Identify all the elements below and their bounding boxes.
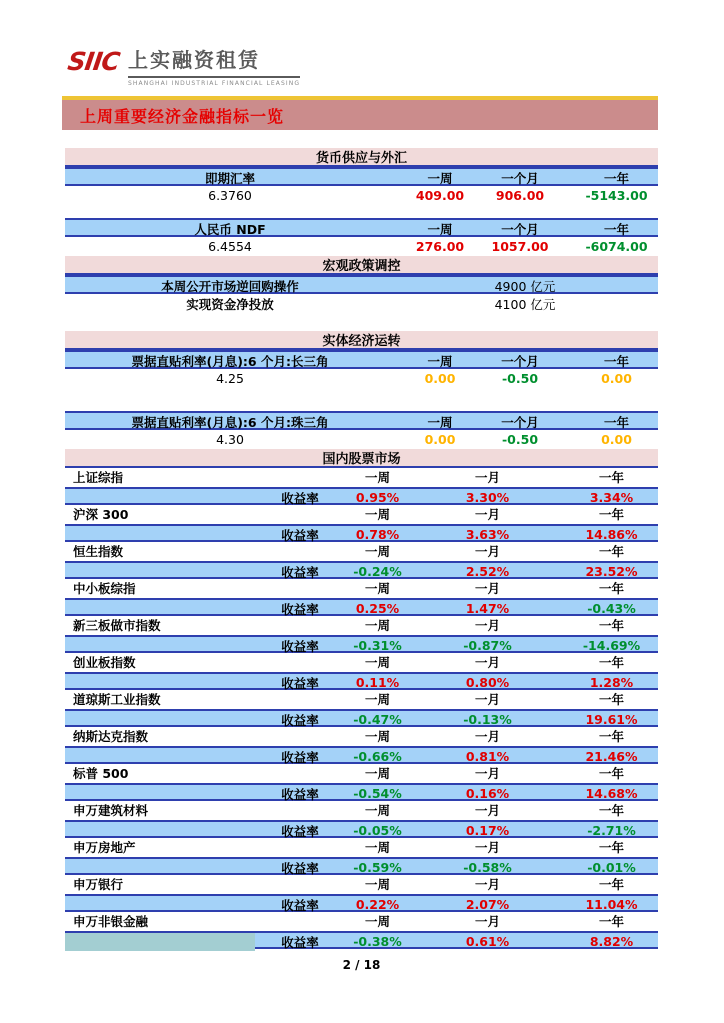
index-name-row (65, 764, 658, 783)
column-header: 一周 (364, 655, 390, 671)
column-header: 一月 (474, 729, 500, 745)
yield-value: -0.05% (353, 823, 402, 838)
empty-cell (255, 912, 345, 931)
column-header: 一年 (598, 914, 624, 930)
change-value: 276.00 (415, 239, 465, 254)
page-title: 上周重要经济金融指标一览 (80, 106, 285, 126)
indicator-value-row (65, 237, 658, 256)
change-value: 0.00 (424, 432, 456, 447)
yield-row (65, 598, 658, 617)
yield-value: 23.52% (585, 564, 638, 579)
yield-value: 21.46% (585, 749, 638, 764)
yield-row (65, 820, 658, 839)
index-name-row (65, 875, 658, 894)
yield-label: 收益率 (281, 860, 319, 876)
section-header: 国内股票市场 (65, 449, 658, 468)
column-header: 一月 (474, 840, 500, 856)
index-name-row (65, 838, 658, 857)
empty-cell (255, 616, 345, 635)
current-value: 6.4554 (208, 239, 252, 254)
change-value: -6074.00 (585, 239, 648, 254)
yield-row (65, 635, 658, 654)
change-value: 409.00 (415, 188, 465, 203)
yield-value: 1.28% (589, 675, 634, 690)
indicator-header-row (65, 411, 658, 430)
yield-value: 0.81% (465, 749, 510, 764)
yield-row-leading-cell (65, 563, 255, 581)
column-header: 一周 (364, 470, 390, 486)
column-header: 一年 (598, 581, 624, 597)
indicator-label: 即期汇率 (204, 171, 255, 186)
column-header: 一周 (364, 581, 390, 597)
yield-row (65, 931, 658, 950)
yield-row-leading-cell (65, 489, 255, 507)
column-header: 一年 (598, 877, 624, 893)
yield-row (65, 672, 658, 691)
yield-row-leading-cell (65, 674, 255, 692)
column-header: 一周 (427, 222, 453, 237)
column-header: 一周 (364, 840, 390, 856)
yield-row-leading-cell (65, 822, 255, 840)
yield-row-leading-cell (65, 859, 255, 877)
empty-cell (255, 875, 345, 894)
index-name-row (65, 505, 658, 524)
yield-value: 0.80% (465, 675, 510, 690)
column-header: 一年 (603, 171, 629, 186)
yield-value: 14.86% (585, 527, 638, 542)
yield-label: 收益率 (281, 712, 319, 728)
indicator-label: 人民币 NDF (194, 222, 266, 237)
yield-value: 0.61% (465, 934, 510, 949)
column-header: 一月 (474, 692, 500, 708)
policy-label: 实现资金净投放 (186, 296, 274, 312)
yield-value: -14.69% (582, 638, 641, 653)
policy-value: 4900 亿元 (494, 279, 556, 294)
change-value: 0.00 (601, 371, 632, 386)
yield-row (65, 487, 658, 506)
yield-label: 收益率 (281, 527, 319, 543)
yield-label: 收益率 (281, 786, 319, 802)
yield-label: 收益率 (281, 823, 319, 839)
change-value: 906.00 (495, 188, 545, 203)
change-value: 0.00 (601, 432, 632, 447)
column-header: 一周 (427, 171, 453, 186)
yield-value: 0.17% (465, 823, 510, 838)
yield-value: 11.04% (585, 897, 638, 912)
company-logo (0, 0, 724, 92)
yield-value: -0.13% (463, 712, 512, 727)
empty-cell (255, 727, 345, 746)
spacer (65, 388, 658, 411)
company-name-cn: 上实融资租赁 (128, 44, 300, 78)
empty-cell (255, 579, 345, 598)
column-header: 一年 (598, 507, 624, 523)
column-header: 一年 (598, 544, 624, 560)
index-name-row (65, 468, 658, 487)
yield-row (65, 857, 658, 876)
index-name: 新三板做市指数 (73, 618, 161, 634)
index-name: 纳斯达克指数 (73, 729, 149, 745)
policy-empty-cell (655, 277, 658, 295)
indicator-header-row (65, 218, 658, 237)
column-header: 一年 (598, 766, 624, 782)
yield-value: 0.22% (355, 897, 400, 912)
column-header: 一周 (427, 354, 453, 369)
column-header: 一个月 (501, 354, 539, 369)
column-header: 一月 (474, 581, 500, 597)
section-header: 宏观政策调控 (65, 256, 658, 275)
yield-label: 收益率 (281, 897, 319, 913)
yield-row-leading-cell (65, 933, 255, 951)
yield-value: 2.52% (465, 564, 510, 579)
index-name: 标普 500 (73, 766, 129, 782)
indicator-value-row (65, 430, 658, 449)
column-header: 一月 (474, 803, 500, 819)
yield-value: 3.34% (589, 490, 634, 505)
change-value: -0.50 (501, 371, 539, 386)
yield-row (65, 894, 658, 913)
column-header: 一月 (474, 655, 500, 671)
index-name: 申万房地产 (73, 840, 136, 856)
yield-row (65, 783, 658, 802)
yield-value: 0.11% (355, 675, 400, 690)
column-header: 一月 (474, 507, 500, 523)
column-header: 一年 (598, 655, 624, 671)
yield-value: -0.47% (353, 712, 402, 727)
index-name-row (65, 727, 658, 746)
yield-value: -0.31% (353, 638, 402, 653)
yield-row (65, 524, 658, 543)
column-header: 一周 (364, 692, 390, 708)
yield-label: 收益率 (281, 564, 319, 580)
page-title-bar (62, 96, 658, 130)
column-header: 一月 (474, 766, 500, 782)
empty-cell (255, 468, 345, 487)
yield-label: 收益率 (281, 675, 319, 691)
index-name-row (65, 616, 658, 635)
index-name: 中小板综指 (73, 581, 136, 597)
empty-cell (255, 764, 345, 783)
change-value: -5143.00 (585, 188, 648, 203)
change-value: 1057.00 (491, 239, 549, 254)
siic-logo-mark: SIIC (65, 47, 122, 76)
index-name: 申万非银金融 (73, 914, 149, 930)
yield-row-leading-cell (65, 637, 255, 655)
column-header: 一月 (474, 877, 500, 893)
column-header: 一年 (603, 354, 629, 369)
yield-label: 收益率 (281, 749, 319, 765)
indicator-label: 票据直贴利率(月息):6 个月:珠三角 (131, 415, 329, 430)
section-header: 货币供应与外汇 (65, 148, 658, 167)
column-header: 一年 (598, 840, 624, 856)
change-value: 0.00 (424, 371, 456, 386)
yield-value: -0.01% (587, 860, 636, 875)
indicator-value-row (65, 369, 658, 388)
policy-label: 本周公开市场逆回购操作 (161, 279, 299, 294)
yield-value: -0.43% (587, 601, 636, 616)
yield-label: 收益率 (281, 934, 319, 950)
column-header: 一个月 (501, 415, 539, 430)
yield-value: -0.24% (353, 564, 402, 579)
column-header: 一周 (364, 877, 390, 893)
column-header: 一年 (598, 729, 624, 745)
yield-value: 14.68% (585, 786, 638, 801)
change-value: -0.50 (501, 432, 539, 447)
column-header: 一周 (364, 618, 390, 634)
yield-label: 收益率 (281, 490, 319, 506)
yield-label: 收益率 (281, 638, 319, 654)
index-name-row (65, 801, 658, 820)
index-name-row (65, 653, 658, 672)
index-name-row (65, 690, 658, 709)
yield-value: 1.47% (465, 601, 510, 616)
indicator-label: 票据直贴利率(月息):6 个月:长三角 (131, 354, 329, 369)
column-header: 一周 (364, 729, 390, 745)
column-header: 一月 (474, 618, 500, 634)
column-header: 一个月 (501, 222, 539, 237)
column-header: 一周 (364, 803, 390, 819)
policy-empty-cell (655, 294, 658, 313)
company-name-en: SHANGHAI INDUSTRIAL FINANCIAL LEASING (127, 80, 301, 87)
yield-label: 收益率 (281, 601, 319, 617)
yield-value: -0.66% (353, 749, 402, 764)
column-header: 一周 (364, 914, 390, 930)
yield-value: 0.78% (355, 527, 400, 542)
column-header: 一月 (474, 544, 500, 560)
yield-value: 0.25% (355, 601, 400, 616)
section-header: 实体经济运转 (65, 331, 658, 350)
column-header: 一周 (427, 415, 453, 430)
index-name-row (65, 579, 658, 598)
yield-row-leading-cell (65, 896, 255, 914)
yield-value: 8.82% (589, 934, 634, 949)
yield-row-leading-cell (65, 785, 255, 803)
yield-row-leading-cell (65, 600, 255, 618)
index-name: 恒生指数 (73, 544, 124, 560)
yield-row (65, 746, 658, 765)
current-value: 6.3760 (208, 188, 252, 203)
column-header: 一年 (598, 692, 624, 708)
index-name-row (65, 542, 658, 561)
yield-row-leading-cell (65, 711, 255, 729)
yield-row (65, 709, 658, 728)
empty-cell (255, 838, 345, 857)
spacer (65, 205, 658, 218)
yield-value: -0.58% (463, 860, 512, 875)
yield-value: -0.54% (353, 786, 402, 801)
yield-row-leading-cell (65, 526, 255, 544)
indicator-header-row (65, 350, 658, 369)
yield-value: 2.07% (465, 897, 510, 912)
column-header: 一月 (474, 470, 500, 486)
yield-value: -2.71% (587, 823, 636, 838)
policy-row (65, 275, 658, 294)
column-header: 一周 (364, 507, 390, 523)
column-header: 一月 (474, 914, 500, 930)
yield-value: -0.59% (353, 860, 402, 875)
index-name: 沪深 300 (73, 507, 129, 523)
yield-row-leading-cell (65, 748, 255, 766)
empty-cell (255, 801, 345, 820)
column-header: 一年 (598, 470, 624, 486)
policy-value: 4100 亿元 (494, 296, 556, 312)
index-name: 申万银行 (73, 877, 124, 893)
yield-value: -0.38% (353, 934, 402, 949)
yield-value: 19.61% (585, 712, 638, 727)
yield-row (65, 561, 658, 580)
index-name: 申万建筑材料 (73, 803, 149, 819)
column-header: 一周 (364, 766, 390, 782)
index-name-row (65, 912, 658, 931)
column-header: 一年 (598, 618, 624, 634)
index-name: 上证综指 (73, 470, 124, 486)
current-value: 4.30 (216, 432, 244, 447)
empty-cell (255, 690, 345, 709)
spacer (65, 313, 658, 331)
column-header: 一个月 (501, 171, 539, 186)
yield-value: 0.95% (355, 490, 400, 505)
empty-cell (255, 542, 345, 561)
yield-value: 0.16% (465, 786, 510, 801)
empty-cell (255, 653, 345, 672)
column-header: 一年 (603, 415, 629, 430)
yield-value: -0.87% (463, 638, 512, 653)
index-name: 创业板指数 (73, 655, 136, 671)
yield-value: 3.63% (465, 527, 510, 542)
policy-row (65, 294, 658, 313)
column-header: 一年 (598, 803, 624, 819)
column-header: 一年 (603, 222, 629, 237)
indicators-content (65, 148, 658, 949)
current-value: 4.25 (216, 371, 244, 386)
indicator-value-row (65, 186, 658, 205)
column-header: 一周 (364, 544, 390, 560)
company-name-block (128, 44, 300, 87)
index-name: 道琼斯工业指数 (73, 692, 161, 708)
page-number: 2 / 18 (342, 958, 381, 972)
indicator-header-row (65, 167, 658, 186)
yield-value: 3.30% (465, 490, 510, 505)
empty-cell (255, 505, 345, 524)
